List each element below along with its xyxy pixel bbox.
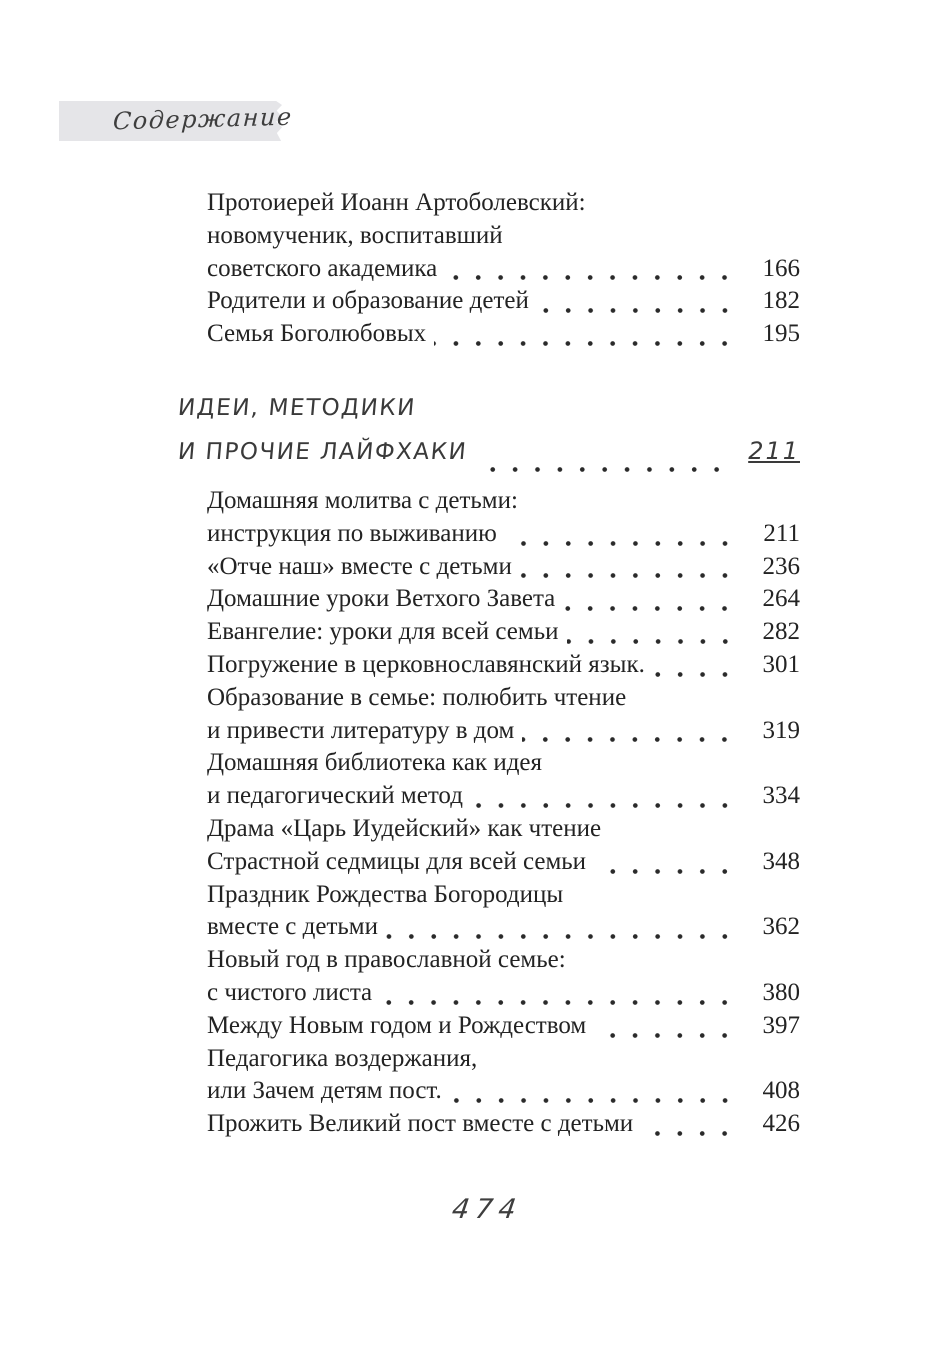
toc-page-ref: 166 [762, 254, 800, 282]
section-page-ref: 211 [748, 436, 800, 465]
toc-page-ref: 236 [762, 552, 800, 580]
dot-leader [471, 782, 738, 815]
dot-leader [522, 717, 738, 750]
dot-leader [563, 585, 738, 618]
toc-entry-line [207, 487, 800, 520]
toc-entry-title: вместе с детьми [207, 913, 378, 941]
toc-entry-line [207, 1012, 800, 1045]
toc-entry-title: с чистого листа [207, 978, 373, 1006]
toc-page-ref: 362 [762, 913, 800, 941]
section-heading-line [178, 395, 800, 437]
toc-entry-line [207, 946, 800, 979]
toc-entry-line [207, 1110, 800, 1143]
toc-page-ref: 380 [762, 978, 800, 1006]
toc-section [207, 189, 800, 353]
dot-leader [386, 913, 738, 946]
dot-leader [594, 848, 738, 881]
dot-leader [445, 255, 738, 288]
toc-entry-line [207, 782, 800, 815]
toc-entry-line [207, 717, 800, 750]
section-heading-text: И ПРОЧИЕ ЛАЙФХАКИ [176, 438, 469, 465]
toc-page-ref: 319 [762, 716, 800, 744]
toc-entry-title: и привести литературу в дом [207, 716, 515, 744]
toc-entry-title: Протоиерей Иоанн Артоболевский: [207, 189, 586, 216]
toc-page-ref: 348 [762, 847, 800, 875]
section-heading [178, 395, 800, 479]
toc-entry-line [207, 684, 800, 717]
dot-leader [475, 437, 730, 479]
toc-page-ref: 195 [762, 320, 800, 348]
toc-entry-title: советского академика [207, 254, 438, 282]
dot-leader [567, 618, 739, 651]
toc-entry-line [207, 815, 800, 848]
toc-entry-title: Домашняя молитва с детьми: [207, 486, 518, 514]
toc-entry-line [207, 913, 800, 946]
toc-entry-line [207, 618, 800, 651]
section-heading-text: ИДЕИ, МЕТОДИКИ [176, 394, 417, 421]
toc-entry-line [207, 287, 800, 320]
toc-entry-line [207, 520, 800, 553]
dot-leader [594, 1012, 738, 1045]
toc-entry-line [207, 553, 800, 586]
toc-entry-line [207, 585, 800, 618]
toc-page-ref: 182 [762, 287, 800, 315]
contents-header-label: Содержание [112, 102, 294, 136]
dot-leader [505, 520, 738, 553]
toc-page-ref: 211 [763, 519, 800, 547]
toc-entry-line [207, 255, 800, 288]
dot-leader [450, 1077, 738, 1110]
toc-entry-title: инструкция по выживанию [207, 519, 497, 547]
toc-page-ref: 301 [762, 650, 800, 678]
toc-entry-title: Евангелие: уроки для всей семьи [207, 618, 559, 646]
page-number: 474 [450, 1194, 524, 1225]
toc-entry-line [207, 189, 800, 222]
toc-entry-line [207, 651, 800, 684]
toc-entry-title: Домашние уроки Ветхого Завета [207, 585, 556, 613]
toc-entry-line [207, 1045, 800, 1078]
toc-entry-title: Между Новым годом и Рождеством [207, 1011, 587, 1039]
toc-entry-title: Семья Боголюбовых [207, 320, 427, 348]
dot-leader [653, 651, 738, 684]
table-of-contents [176, 189, 800, 1143]
toc-entry-title: Образование в семье: полюбить чтение [207, 683, 627, 711]
toc-section [207, 487, 800, 1143]
toc-page-ref: 426 [762, 1110, 800, 1138]
toc-page-ref: 408 [762, 1077, 800, 1105]
toc-entry-title: «Отче наш» вместе с детьми [207, 552, 512, 580]
dot-leader [520, 553, 738, 586]
dot-leader [380, 979, 738, 1012]
toc-page-ref: 334 [762, 782, 800, 810]
toc-page-ref: 397 [762, 1011, 800, 1039]
toc-entry-line [207, 222, 800, 255]
toc-entry-title: и педагогический метод [207, 782, 463, 810]
dot-leader [434, 320, 738, 353]
toc-entry-title: Праздник Рождества Богородицы [207, 880, 564, 908]
section-heading-line [178, 437, 800, 479]
toc-entry-title: Родители и образование детей [207, 287, 529, 315]
toc-entry-title: новомученик, воспитавший [207, 221, 503, 249]
toc-entry-line [207, 749, 800, 782]
dot-leader [537, 287, 738, 320]
toc-page-ref: 282 [762, 618, 800, 646]
dot-leader [641, 1110, 738, 1143]
toc-entry-title: Драма «Царь Иудейский» как чтение [207, 814, 602, 842]
toc-entry-title: Домашняя библиотека как идея [207, 749, 543, 777]
toc-entry-title: Новый год в православной семье: [207, 946, 566, 974]
toc-entry-line [207, 881, 800, 914]
toc-entry-line [207, 320, 800, 353]
toc-entry-title: Прожить Великий пост вместе с детьми [207, 1110, 634, 1138]
toc-entry-line [207, 848, 800, 881]
toc-entry-line [207, 979, 800, 1012]
toc-entry-title: Страстной седмицы для всей семьи [207, 847, 587, 875]
toc-entry-line [207, 1077, 800, 1110]
toc-entry-title: Погружение в церковнославянский язык. [207, 650, 645, 678]
toc-page-ref: 264 [762, 585, 800, 613]
toc-entry-title: Педагогика воздержания, [207, 1044, 478, 1072]
toc-entry-title: или Зачем детям пост. [207, 1077, 442, 1105]
